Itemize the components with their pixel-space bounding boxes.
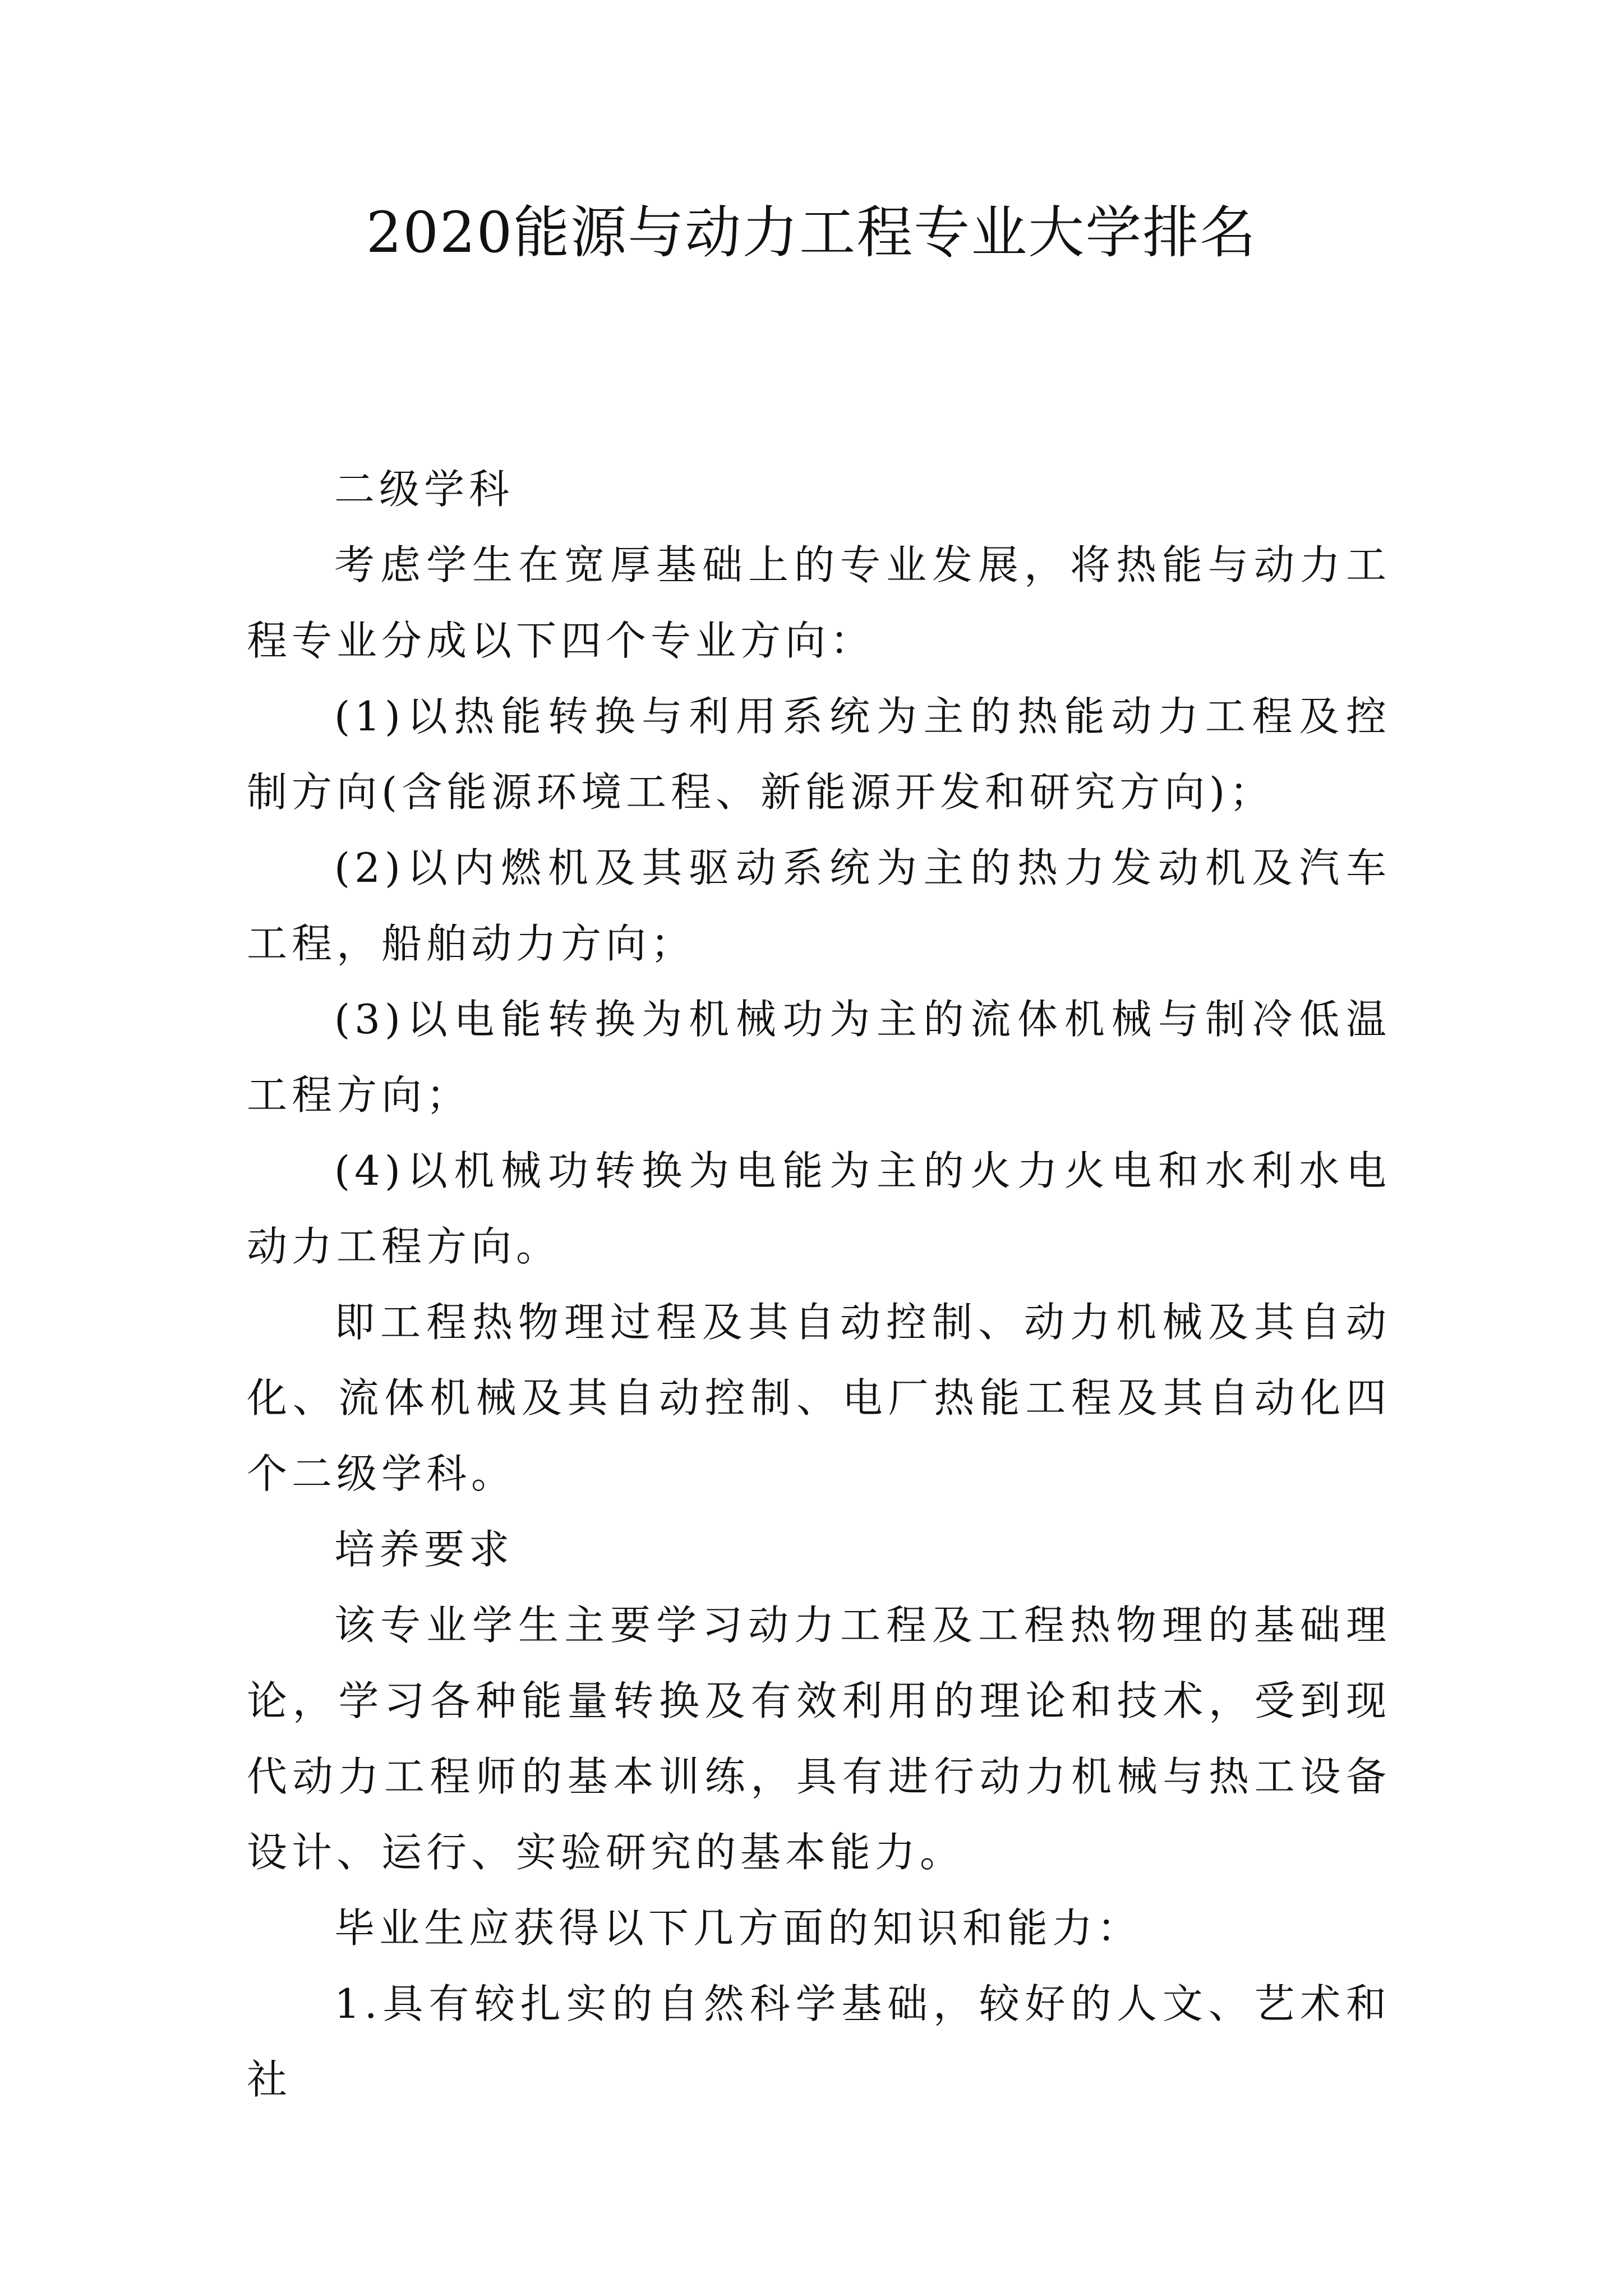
paragraph: 考虑学生在宽厚基础上的专业发展，将热能与动力工程专业分成以下四个专业方向： <box>247 541 1391 664</box>
paragraph-heading-training-requirements: 培养要求 <box>334 1526 514 1573</box>
document-body <box>247 452 1391 2118</box>
list-item: (2)以内燃机及其驱动系统为主的热力发动机及汽车工程，船舶动力方向； <box>247 844 1391 967</box>
paragraph: 即工程热物理过程及其自动控制、动力机械及其自动化、流体机械及其自动控制、电厂热能工程及其自动化四个二级学科。 <box>247 1299 1391 1497</box>
list-item: (4)以机械功转换为电能为主的火力火电和水利水电动力工程方向。 <box>247 1147 1391 1270</box>
paragraph: 毕业生应获得以下几方面的知识和能力： <box>334 1904 1142 1952</box>
paragraph-heading-secondary-discipline: 二级学科 <box>334 466 514 513</box>
list-item: 1.具有较扎实的自然科学基础，较好的人文、艺术和社 <box>247 1980 1391 2103</box>
document-title: 2020能源与动力工程专业大学排名 <box>366 200 1257 265</box>
list-item: (1)以热能转换与利用系统为主的热能动力工程及控制方向(含能源环境工程、新能源开发和研究方向)； <box>247 693 1391 816</box>
paragraph: 该专业学生主要学习动力工程及工程热物理的基础理论，学习各种能量转换及有效利用的理论和技术，受到现代动力工程师的基本训练，具有进行动力机械与热工设备设计、运行、实验研究的基本能力。 <box>247 1602 1391 1876</box>
list-item: (3)以电能转换为机械功为主的流体机械与制冷低温工程方向； <box>247 996 1391 1119</box>
